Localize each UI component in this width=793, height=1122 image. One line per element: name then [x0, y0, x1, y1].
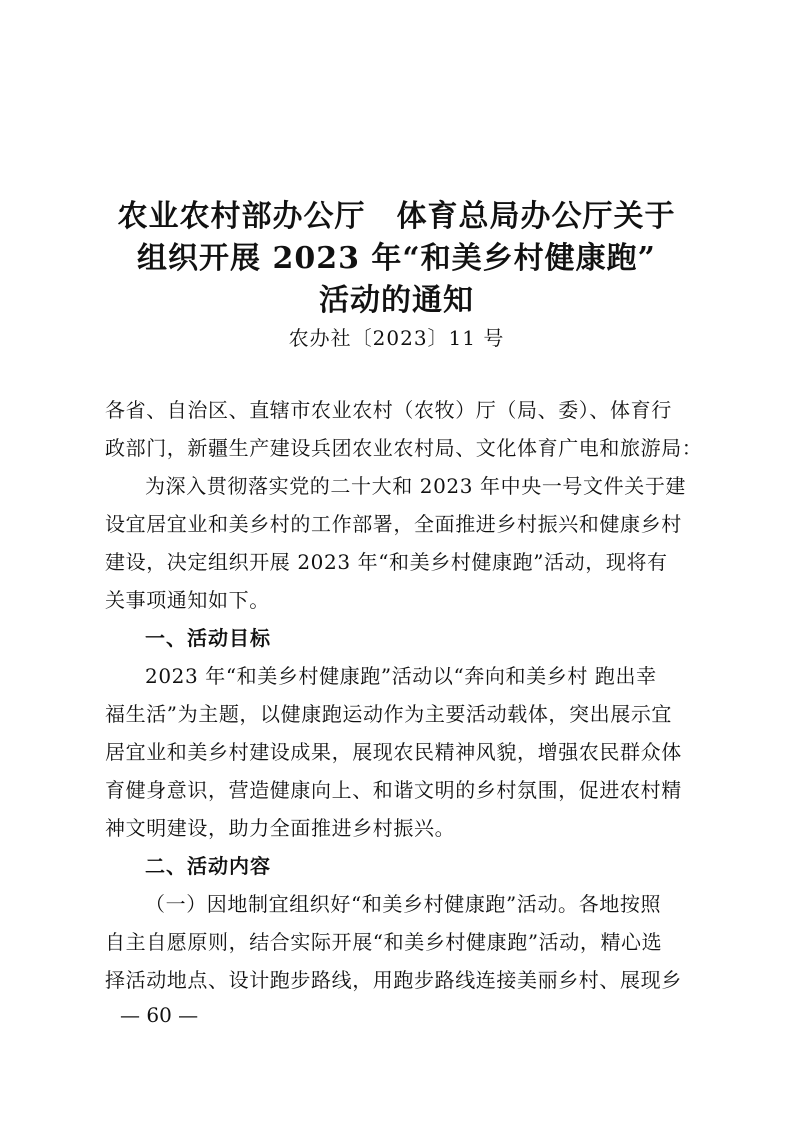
document-title-line-2: 组织开展 2023 年“和美乡村健康跑” [137, 241, 656, 276]
paragraph-line: 设宜居宜业和美乡村的工作部署，全面推进乡村振兴和健康乡村 [105, 512, 682, 536]
section-heading-2: 二、活动内容 [145, 854, 271, 878]
document-title-line-1: 农业农村部办公厅 体育总局办公厅关于 [117, 199, 676, 234]
document-title-line-3: 活动的通知 [319, 283, 474, 318]
paragraph-line: 2023 年“和美乡村健康跑”活动以“奔向和美乡村 跑出幸 [145, 664, 657, 688]
paragraph-line: 自主自愿原则，结合实际开展“和美乡村健康跑”活动，精心选 [105, 930, 663, 954]
addressee-line-1: 各省、自治区、直辖市农业农村（农牧）厅（局、委）、体育行 [105, 398, 672, 422]
paragraph-line: 为深入贯彻落实党的二十大和 2023 年中央一号文件关于建 [145, 474, 687, 498]
addressee-line-2: 政部门，新疆生产建设兵团农业农村局、文化体育广电和旅游局： [105, 436, 703, 460]
section-heading-1: 一、活动目标 [145, 626, 271, 650]
page-number: — 60 — [120, 1003, 199, 1027]
paragraph-line: 建设，决定组织开展 2023 年“和美乡村健康跑”活动，现将有 [105, 550, 668, 574]
paragraph-line: 神文明建设，助力全面推进乡村振兴。 [105, 816, 456, 840]
paragraph-line: （一）因地制宜组织好“和美乡村健康跑”活动。各地按照 [145, 892, 662, 916]
document-number: 农办社〔2023〕11 号 [288, 326, 505, 350]
paragraph-line: 择活动地点、设计跑步路线，用跑步路线连接美丽乡村、展现乡 [105, 968, 682, 992]
paragraph-line: 育健身意识，营造健康向上、和谐文明的乡村氛围，促进农村精 [105, 778, 682, 802]
paragraph-line: 关事项通知如下。 [105, 588, 270, 612]
paragraph-line: 福生活”为主题，以健康跑运动作为主要活动载体，突出展示宜 [105, 702, 673, 726]
paragraph-line: 居宜业和美乡村建设成果，展现农民精神风貌，增强农民群众体 [105, 740, 682, 764]
